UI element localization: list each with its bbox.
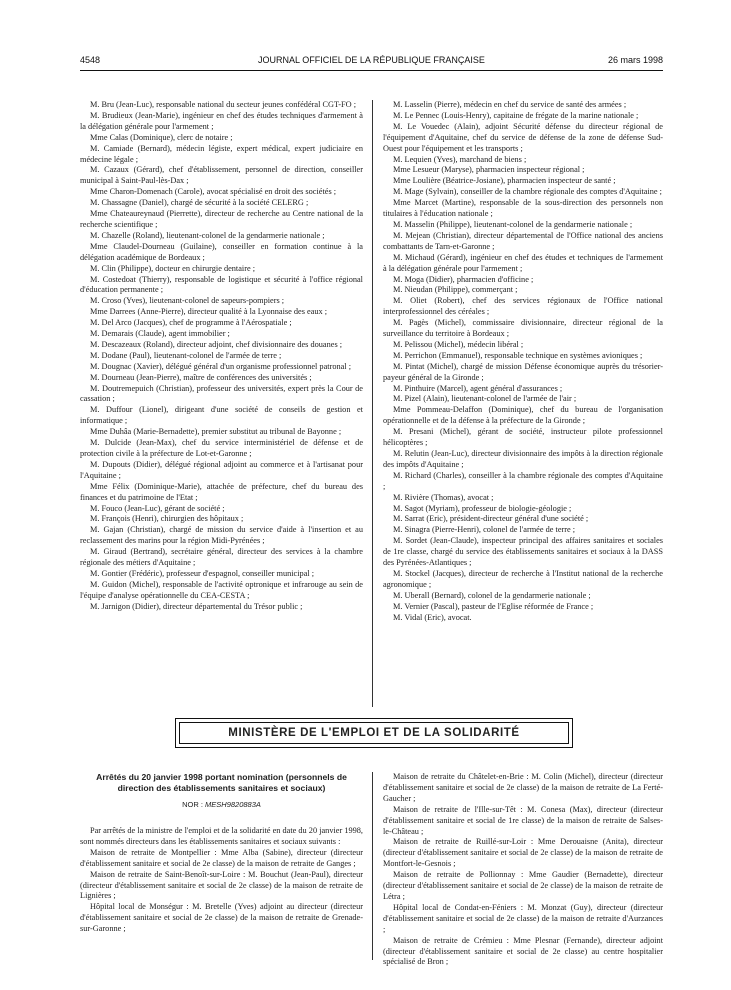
nominee-entry: Mme Pommeau-Delaffon (Dominique), chef du bureau de l'organisation opérationnelle et de la défense à la préfecture de la Gironde ; bbox=[383, 405, 663, 426]
nominee-entry: M. Sordet (Jean-Claude), inspecteur principal des affaires sanitaires et sociales de 1re classe, chargé du service des établissements sanitaires et sociaux à la DASS des Pyrénées-Atlantiques ; bbox=[383, 536, 663, 568]
nominee-entry: M. Pelissou (Michel), médecin libéral ; bbox=[393, 339, 524, 349]
nominee-entry: M. Costedoat (Thierry), responsable de logistique et sécurité à l'office régional d'éducation permanente ; bbox=[80, 274, 363, 295]
arrete-right-column bbox=[383, 772, 663, 968]
arrete-paragraph: Maison de retraite de Pollionnay : Mme Gaudier (Bernadette), directeur (directeur d'établissement sanitaire et social de 2e classe) de la maison de retraite de Létra ; bbox=[383, 870, 663, 901]
nominee-entry: M. Le Pennec (Louis-Henry), capitaine de frégate de la marine nationale ; bbox=[393, 110, 639, 120]
nominee-entry: M. Oliet (Robert), chef des services régionaux de l'Office national interprofessionnel des céréales ; bbox=[383, 296, 663, 317]
nominees-left-column bbox=[80, 100, 363, 613]
arrete-paragraph: Hôpital local de Condat-en-Féniers : M. Monzat (Guy), directeur (directeur d'établissement sanitaire et social de 2e classe) de la maison de retraite d'Aurzances ; bbox=[383, 902, 663, 934]
nominee-entry: M. Uberall (Bernard), colonel de la gendarmerie nationale ; bbox=[393, 590, 591, 600]
nominee-entry: M. Chassagne (Daniel), chargé de sécurité à la société CELERG ; bbox=[90, 198, 309, 208]
nominee-entry: M. Presani (Michel), gérant de société, instructeur pilote professionnel hélicoptères ; bbox=[383, 427, 663, 448]
arrete-paragraph: Maison de retraite de Ruillé-sur-Loir : Mme Derouaisne (Anita), directeur (directeur d'établissement sanitaire et social de 2e classe) de la maison de retraite de Montfort-le-Gesnois ; bbox=[383, 837, 663, 869]
arrete-paragraph: Par arrêtés de la ministre de l'emploi et de la solidarité en date du 20 janvier 1998, sont nommés directeurs dans les établissements sanitaires et sociaux suivants : bbox=[80, 826, 363, 846]
arrete-paragraph: Maison de retraite de Crémieu : Mme Plesnar (Fernande), directeur adjoint (directeur d'établissement sanitaire et social de 2e classe) au centre hospitalier spécialisé de Bron ; bbox=[383, 935, 663, 967]
nominee-entry: M. Masselin (Philippe), lieutenant-colonel de la gendarmerie nationale ; bbox=[393, 219, 633, 229]
nominee-entry: M. Nieudan (Philippe), commerçant ; bbox=[393, 285, 518, 295]
nominee-entry: M. Dourneau (Jean-Pierre), maître de conférences des universités ; bbox=[90, 372, 312, 382]
nominee-entry: Mme Duhâa (Marie-Bernadette), premier substitut au tribunal de Bayonne ; bbox=[90, 427, 342, 437]
nominee-entry: M. Pagès (Michel), commissaire divisionnaire, directeur régional de la surveillance du territoire à Bordeaux ; bbox=[383, 318, 663, 339]
nominee-entry: M. Gontier (Frédéric), professeur d'espagnol, conseiller municipal ; bbox=[90, 568, 315, 578]
journal-title: JOURNAL OFFICIEL DE LA RÉPUBLIQUE FRANÇAISE bbox=[258, 55, 485, 65]
nominee-entry: M. Descazeaux (Roland), directeur adjoint, chef divisionnaire des douanes ; bbox=[90, 339, 343, 349]
nominee-entry: M. Guidon (Michel), responsable de l'activité optronique et infrarouge au sein de l'équipe d'analyse opérationnelle du CEA-CESTA ; bbox=[80, 579, 363, 600]
nominee-entry: M. Mejean (Christian), directeur départemental de l'Office national des anciens combattants de Tarn-et-Garonne ; bbox=[383, 230, 663, 251]
nominee-entry: M. Pintat (Michel), chargé de mission Défense économique auprès du trésorier-payeur général de la Gironde ; bbox=[383, 361, 663, 382]
arrete-paragraph: Hôpital local de Monségur : M. Bretelle (Yves) adjoint au directeur (directeur d'établissement sanitaire et social de 2e classe) de la maison de retraite de Grenade-sur-Garonne ; bbox=[80, 902, 363, 934]
nominee-entry: Mme Lesueur (Maryse), pharmacien inspecteur régional ; bbox=[393, 165, 585, 175]
nominees-right-column bbox=[383, 100, 663, 624]
nominee-entry: M. Sarrat (Eric), président-directeur général d'une société ; bbox=[393, 514, 589, 524]
nominee-entry: Mme Félix (Dominique-Marie), attachée de préfecture, chef du bureau des finances et du patrimoine de l'Etat ; bbox=[80, 481, 363, 502]
nominee-entry: M. Dodane (Paul), lieutenant-colonel de l'armée de terre ; bbox=[90, 350, 282, 360]
nominee-entry: M. Sagot (Myriam), professeur de biologie-géologie ; bbox=[393, 503, 572, 513]
running-header bbox=[80, 55, 663, 69]
nominee-entry: Mme Loulière (Béatrice-Josiane), pharmacien inspecteur de santé ; bbox=[393, 176, 616, 186]
nominee-entry: M. Dougnac (Xavier), délégué général d'un organisme professionnel patronal ; bbox=[90, 361, 351, 371]
nominee-entry: M. François (Henri), chirurgien des hôpitaux ; bbox=[90, 514, 244, 524]
nominee-entry: M. Dulcide (Jean-Max), chef du service interministériel de défense et de protection civile à la préfecture de Lot-et-Garonne ; bbox=[80, 438, 363, 458]
nominee-entry: Mme Charon-Domenach (Carole), avocat spécialisé en droit des sociétés ; bbox=[90, 187, 337, 197]
nominee-entry: M. Croso (Yves), lieutenant-colonel de sapeurs-pompiers ; bbox=[90, 296, 285, 306]
nominee-entry: M. Perrichon (Emmanuel), responsable technique en systèmes avioniques ; bbox=[393, 350, 643, 360]
arrete-title: Arrêtés du 20 janvier 1998 portant nomination (personnels de direction des établissements sanitaires et sociaux) bbox=[96, 772, 347, 793]
nominee-entry: M. Cazaux (Gérard), chef d'établissement, personnel de direction, conseiller municipal à Saint-Paul-lès-Dax ; bbox=[80, 165, 363, 186]
nominee-entry: M. Giraud (Bertrand), secrétaire général, directeur des services à la chambre régionale des métiers d'Aquitaine ; bbox=[80, 547, 363, 568]
nominee-entry: M. Rivière (Thomas), avocat ; bbox=[393, 492, 494, 502]
nominee-entry: M. Dupouts (Didier), délégué régional adjoint au commerce et à l'artisanat pour l'Aquitaine ; bbox=[80, 459, 363, 480]
nominee-entry: M. Michaud (Gérard), ingénieur en chef des études et techniques de l'armement à la délégation générale pour l'armement ; bbox=[383, 252, 663, 273]
arrete-paragraph: Maison de retraite du Châtelet-en-Brie : M. Colin (Michel), directeur (directeur d'établissement sanitaire et social de 2e classe) de la maison de retraite de La Ferté-Gaucher ; bbox=[383, 772, 663, 803]
nominee-entry: Mme Claudel-Dourneau (Guilaine), conseiller en formation continue à la délégation académique de Bordeaux ; bbox=[80, 241, 363, 262]
nominee-entry: M. Lequien (Yves), marchand de biens ; bbox=[393, 154, 527, 164]
nominee-entry: M. Del Arco (Jacques), chef de programme à l'Aérospatiale ; bbox=[90, 318, 292, 328]
nominee-entry: M. Vernier (Pascal), pasteur de l'Eglise réformée de France ; bbox=[393, 601, 594, 611]
nominee-entry: M. Gajan (Christian), chargé de mission du service d'aide à l'insertion et au reclassement des marins pour la région Midi-Pyrénées ; bbox=[80, 525, 363, 546]
ministry-banner-title: MINISTÈRE DE L'EMPLOI ET DE LA SOLIDARITÉ bbox=[179, 722, 569, 744]
arrete-paragraph: Maison de retraite de Saint-Benoît-sur-Loire : M. Bouchut (Jean-Paul), directeur (directeur d'établissement sanitaire et social de 2e classe) de la maison de retraite de Lignières ; bbox=[80, 869, 363, 901]
nominee-entry: M. Stockel (Jacques), directeur de recherche à l'Institut national de la recherche agronomique ; bbox=[383, 568, 663, 589]
column-divider-bottom bbox=[372, 772, 373, 960]
nor-reference bbox=[80, 800, 363, 809]
arrete-paragraph: Maison de retraite de Montpellier : Mme Alba (Sabine), directeur (directeur d'établissement sanitaire et social de 2e classe) de la maison de retraite de Ganges ; bbox=[80, 847, 363, 868]
nominee-entry: M. Pizel (Alain), lieutenant-colonel de l'armée de l'air ; bbox=[393, 394, 577, 404]
nominee-entry: M. Mage (Sylvain), conseiller de la chambre régionale des comptes d'Aquitaine ; bbox=[393, 187, 662, 197]
nominee-entry: M. Doutremepuich (Christian), professeur des universités, expert près la Cour de cassation ; bbox=[80, 383, 363, 404]
issue-date: 26 mars 1998 bbox=[607, 55, 663, 65]
nominee-entry: M. Camiade (Bernard), médecin légiste, expert médical, expert judiciaire en médecine légale ; bbox=[80, 143, 363, 164]
nominee-entry: M. Brudieux (Jean-Marie), ingénieur en chef des études techniques d'armement à la délégation générale pour l'armement ; bbox=[80, 110, 363, 131]
nominee-entry: M. Richard (Charles), conseiller à la chambre régionale des comptes d'Aquitaine ; bbox=[383, 470, 663, 491]
nominee-entry: M. Pinthuire (Marcel), agent général d'assurances ; bbox=[393, 383, 563, 393]
nominee-entry: M. Duffour (Lionel), dirigeant d'une société de conseils de gestion et informatique ; bbox=[80, 405, 363, 426]
column-divider bbox=[372, 100, 373, 707]
nominee-entry: M. Bru (Jean-Luc), responsable national du secteur jeunes confédéral CGT-FO ; bbox=[90, 100, 357, 109]
nominee-entry: M. Fouco (Jean-Luc), gérant de société ; bbox=[90, 503, 225, 513]
ministry-banner bbox=[175, 718, 573, 748]
nominee-entry: M. Moga (Didier), pharmacien d'officine ; bbox=[393, 274, 534, 284]
nominee-entry: Mme Calas (Dominique), clerc de notaire ; bbox=[90, 132, 233, 142]
nominee-entry: M. Relutin (Jean-Luc), directeur divisionnaire des impôts à la direction régionale des impôts d'Aquitaine ; bbox=[383, 449, 663, 469]
header-rule bbox=[80, 70, 663, 71]
nor-label: NOR : bbox=[182, 800, 203, 809]
nominee-entry: M. Lasselin (Pierre), médecin en chef du service de santé des armées ; bbox=[393, 100, 627, 109]
nominee-entry: M. Le Vouedec (Alain), adjoint Sécurité défense du directeur régional de l'équipement d'Aquitaine, chef du service de défense de la zone de défense Sud-Ouest pour l'équipement et les transports ; bbox=[383, 121, 663, 153]
arrete-left-column bbox=[80, 826, 363, 935]
nominee-entry: M. Demarais (Claude), agent immobilier ; bbox=[90, 329, 230, 339]
nominee-entry: M. Jarnigon (Didier), directeur départemental du Trésor public ; bbox=[90, 601, 303, 611]
nominee-entry: Mme Darrees (Anne-Pierre), directeur qualité à la Lyonnaise des eaux ; bbox=[90, 307, 328, 317]
nor-code: MESH9820883A bbox=[205, 800, 261, 809]
nominee-entry: M. Clin (Philippe), docteur en chirurgie dentaire ; bbox=[90, 263, 256, 273]
nominee-entry: M. Sinagra (Pierre-Henri), colonel de l'armée de terre ; bbox=[393, 525, 576, 535]
arrete-paragraph: Maison de retraite de l'Ille-sur-Têt : M. Conesa (Max), directeur (directeur d'établissement sanitaire et social de 1re classe) de la maison de retraite de Salses-le-Château ; bbox=[383, 804, 663, 836]
nominee-entry: M. Chazelle (Roland), lieutenant-colonel de la gendarmerie nationale ; bbox=[90, 230, 325, 240]
nominee-entry: M. Vidal (Eric), avocat. bbox=[393, 612, 472, 622]
page-number: 4548 bbox=[80, 55, 101, 65]
nominee-entry: Mme Chateaureynaud (Pierrette), directeur de recherche au Centre national de la recherche scientifique ; bbox=[80, 209, 363, 229]
nominee-entry: Mme Marcet (Martine), responsable de la sous-direction des personnels non titulaires à l'éducation nationale ; bbox=[383, 198, 663, 219]
